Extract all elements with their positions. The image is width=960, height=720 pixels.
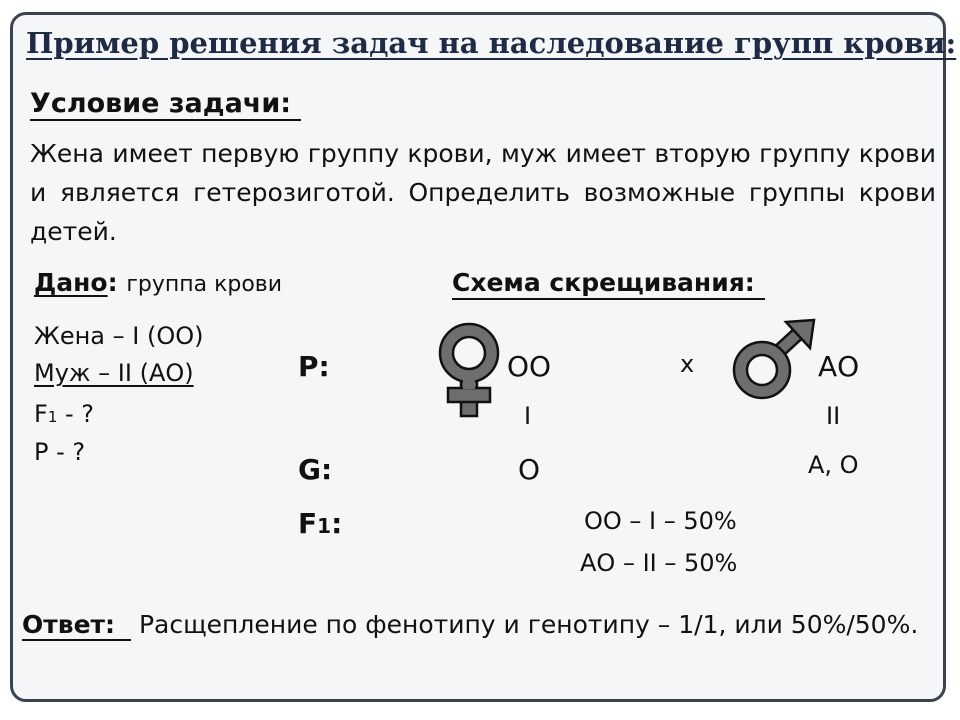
f1-label-colon: : — [331, 507, 343, 540]
given-subheading: группа крови — [126, 272, 283, 297]
result-line-1: ОО – I – 50% — [584, 507, 737, 535]
result-line-2: АО – II – 50% — [580, 549, 738, 577]
given-f1 — [34, 398, 94, 433]
f1-label-prefix: F — [298, 507, 318, 540]
condition-heading — [30, 88, 301, 121]
male-genotype: АО — [818, 350, 860, 383]
given-f1-prefix: F — [34, 400, 48, 428]
page-title: Пример решения задач на наследование групп крови: — [26, 26, 957, 60]
female-group: I — [524, 402, 532, 430]
p-label: Р: — [298, 350, 330, 383]
given-f1-suffix: - ? — [57, 400, 95, 428]
condition-heading-text: Условие задачи: — [30, 89, 301, 121]
given-heading — [34, 268, 282, 297]
f1-label-sub: 1 — [317, 514, 332, 538]
f1-label — [298, 507, 342, 540]
male-symbol-icon — [728, 318, 818, 402]
female-genotype: ОО — [507, 350, 552, 383]
female-gamete: О — [518, 453, 541, 486]
condition-text: Жена имеет первую группу крови, муж имеет вторую группу крови и является гетерозиготой. Определить возможные группы крови детей. — [30, 139, 936, 246]
male-group: II — [826, 402, 841, 430]
male-gametes: А, О — [808, 451, 859, 479]
given-p: Р - ? — [34, 438, 86, 466]
given-f1-sub: 1 — [47, 408, 58, 426]
given-wife: Жена – I (ОО) — [34, 322, 204, 350]
answer-text: Расщепление по фенотипу и генотипу – 1/1, или 50%/50%. — [138, 610, 919, 639]
given-heading-text: Дано — [34, 268, 108, 297]
scheme-heading-text: Схема скрещивания: — [452, 268, 765, 300]
answer-label: Ответ: — [22, 610, 131, 641]
g-label: G: — [298, 453, 333, 486]
scheme-heading — [452, 268, 765, 300]
female-symbol-icon — [436, 320, 506, 420]
answer-block — [22, 606, 936, 644]
given-husband: Муж – II (АО) — [34, 359, 194, 387]
cross-symbol: х — [680, 350, 695, 378]
given-heading-colon: : — [107, 268, 118, 297]
